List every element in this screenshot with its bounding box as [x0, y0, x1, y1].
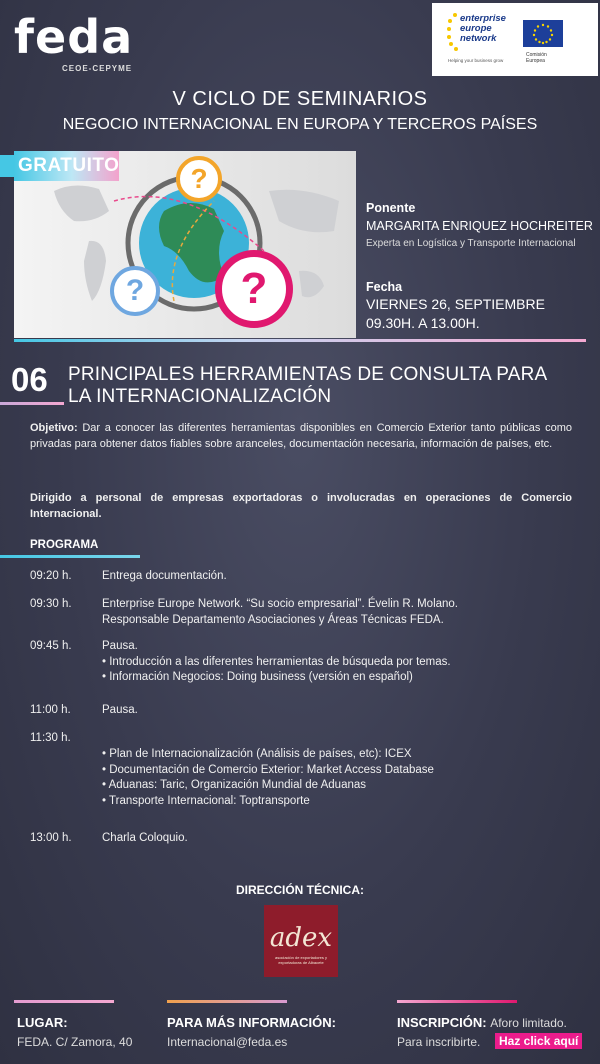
program-time: 11:00 h.	[30, 704, 71, 716]
question-pink-icon: ?	[215, 250, 293, 328]
program-item: Enterprise Europe Network. “Su socio empresarial”. Évelin R. Molano. Responsable Departamento Asociaciones y Áreas Técnicas FEDA.	[102, 598, 459, 626]
program-item: Charla Coloquio.	[102, 832, 188, 844]
feda-logo-subtitle: CEOE-CEPYME	[62, 64, 133, 73]
program-item: Entrega documentación.	[102, 570, 227, 582]
register-click-button[interactable]: Haz click aquí	[495, 1033, 582, 1049]
program-heading: PROGRAMA	[30, 539, 99, 551]
speaker-role: Experta en Logística y Transporte Internacional	[366, 238, 576, 249]
speaker-name: MARGARITA ENRIQUEZ HOCHREITER	[366, 219, 593, 233]
hero-divider	[14, 339, 586, 342]
een-tagline: Helping your business grow	[448, 58, 504, 63]
date-day: VIERNES 26, SEPTIEMBRE	[366, 296, 545, 312]
venue-address: FEDA. C/ Zamora, 40	[17, 1035, 133, 1049]
badge-accent	[0, 155, 14, 177]
program-item: • Plan de Internacionalización (Análisis de países, etc): ICEX • Documentación de Comercio Exterior: Market Access Database • Aduanas: Taric, Organización Mundial de Aduanas • Transporte Internacional: Toptransporte	[102, 748, 434, 807]
program-item: Pausa. • Introducción a las diferentes herramientas de búsqueda por temas. • Información Negocios: Doing business (versión en español)	[102, 640, 451, 683]
een-logo-text: enterprise europe network	[460, 13, 506, 44]
footer-divider-info	[167, 1000, 287, 1003]
date-time: 09.30H. A 13.00H.	[366, 315, 480, 331]
speaker-label: Ponente	[366, 201, 416, 215]
free-badge: GRATUITO	[14, 151, 119, 181]
feda-logo: feda	[14, 10, 134, 64]
objective-paragraph: Objetivo: Dar a conocer las diferentes herramientas disponibles en Comercio Exterior tanto públicas como privadas para obtener datos fiables sobre aranceles, documentación necesaria, información de países, etc.	[30, 422, 572, 450]
contact-email-link[interactable]: Internacional@feda.es	[167, 1035, 288, 1049]
registration-label: INSCRIPCIÓN: Aforo limitado.	[397, 1015, 567, 1030]
venue-label: LUGAR:	[17, 1015, 68, 1030]
session-number-underline	[0, 402, 64, 405]
registration-prompt: Para inscribirte.	[397, 1035, 481, 1049]
seminar-cycle-subtitle: NEGOCIO INTERNACIONAL EN EUROPA Y TERCEROS PAÍSES	[62, 116, 538, 133]
program-time: 09:20 h.	[30, 570, 72, 582]
eu-commission-label: Comisión Europea	[526, 52, 547, 64]
technical-direction-heading: DIRECCIÓN TÉCNICA:	[236, 883, 364, 897]
more-info-label: PARA MÁS INFORMACIÓN:	[167, 1015, 336, 1030]
program-time: 09:45 h.	[30, 640, 72, 652]
program-time: 09:30 h.	[30, 598, 72, 610]
program-time: 11:30 h.	[30, 732, 71, 744]
session-title: PRINCIPALES HERRAMIENTAS DE CONSULTA PARA LA INTERNACIONALIZACIÓN	[68, 364, 548, 407]
eu-flag-icon	[523, 20, 563, 47]
question-blue-icon: ?	[110, 266, 160, 316]
program-time: 13:00 h.	[30, 832, 72, 844]
question-orange-icon: ?	[176, 156, 222, 202]
program-item: Pausa.	[102, 704, 138, 716]
seminar-cycle-title: V CICLO DE SEMINARIOS	[172, 88, 428, 110]
date-label: Fecha	[366, 280, 403, 294]
program-underline	[0, 555, 140, 558]
footer-divider-inscripcion	[397, 1000, 517, 1003]
audience-paragraph: Dirigido a personal de empresas exportadoras o involucradas en operaciones de Comercio Internacional.	[30, 492, 572, 520]
adex-logo: adex asociación de exportadores y exportadoras de Albacete	[264, 905, 338, 977]
footer-divider-lugar	[14, 1000, 114, 1003]
session-number: 06	[11, 361, 48, 398]
